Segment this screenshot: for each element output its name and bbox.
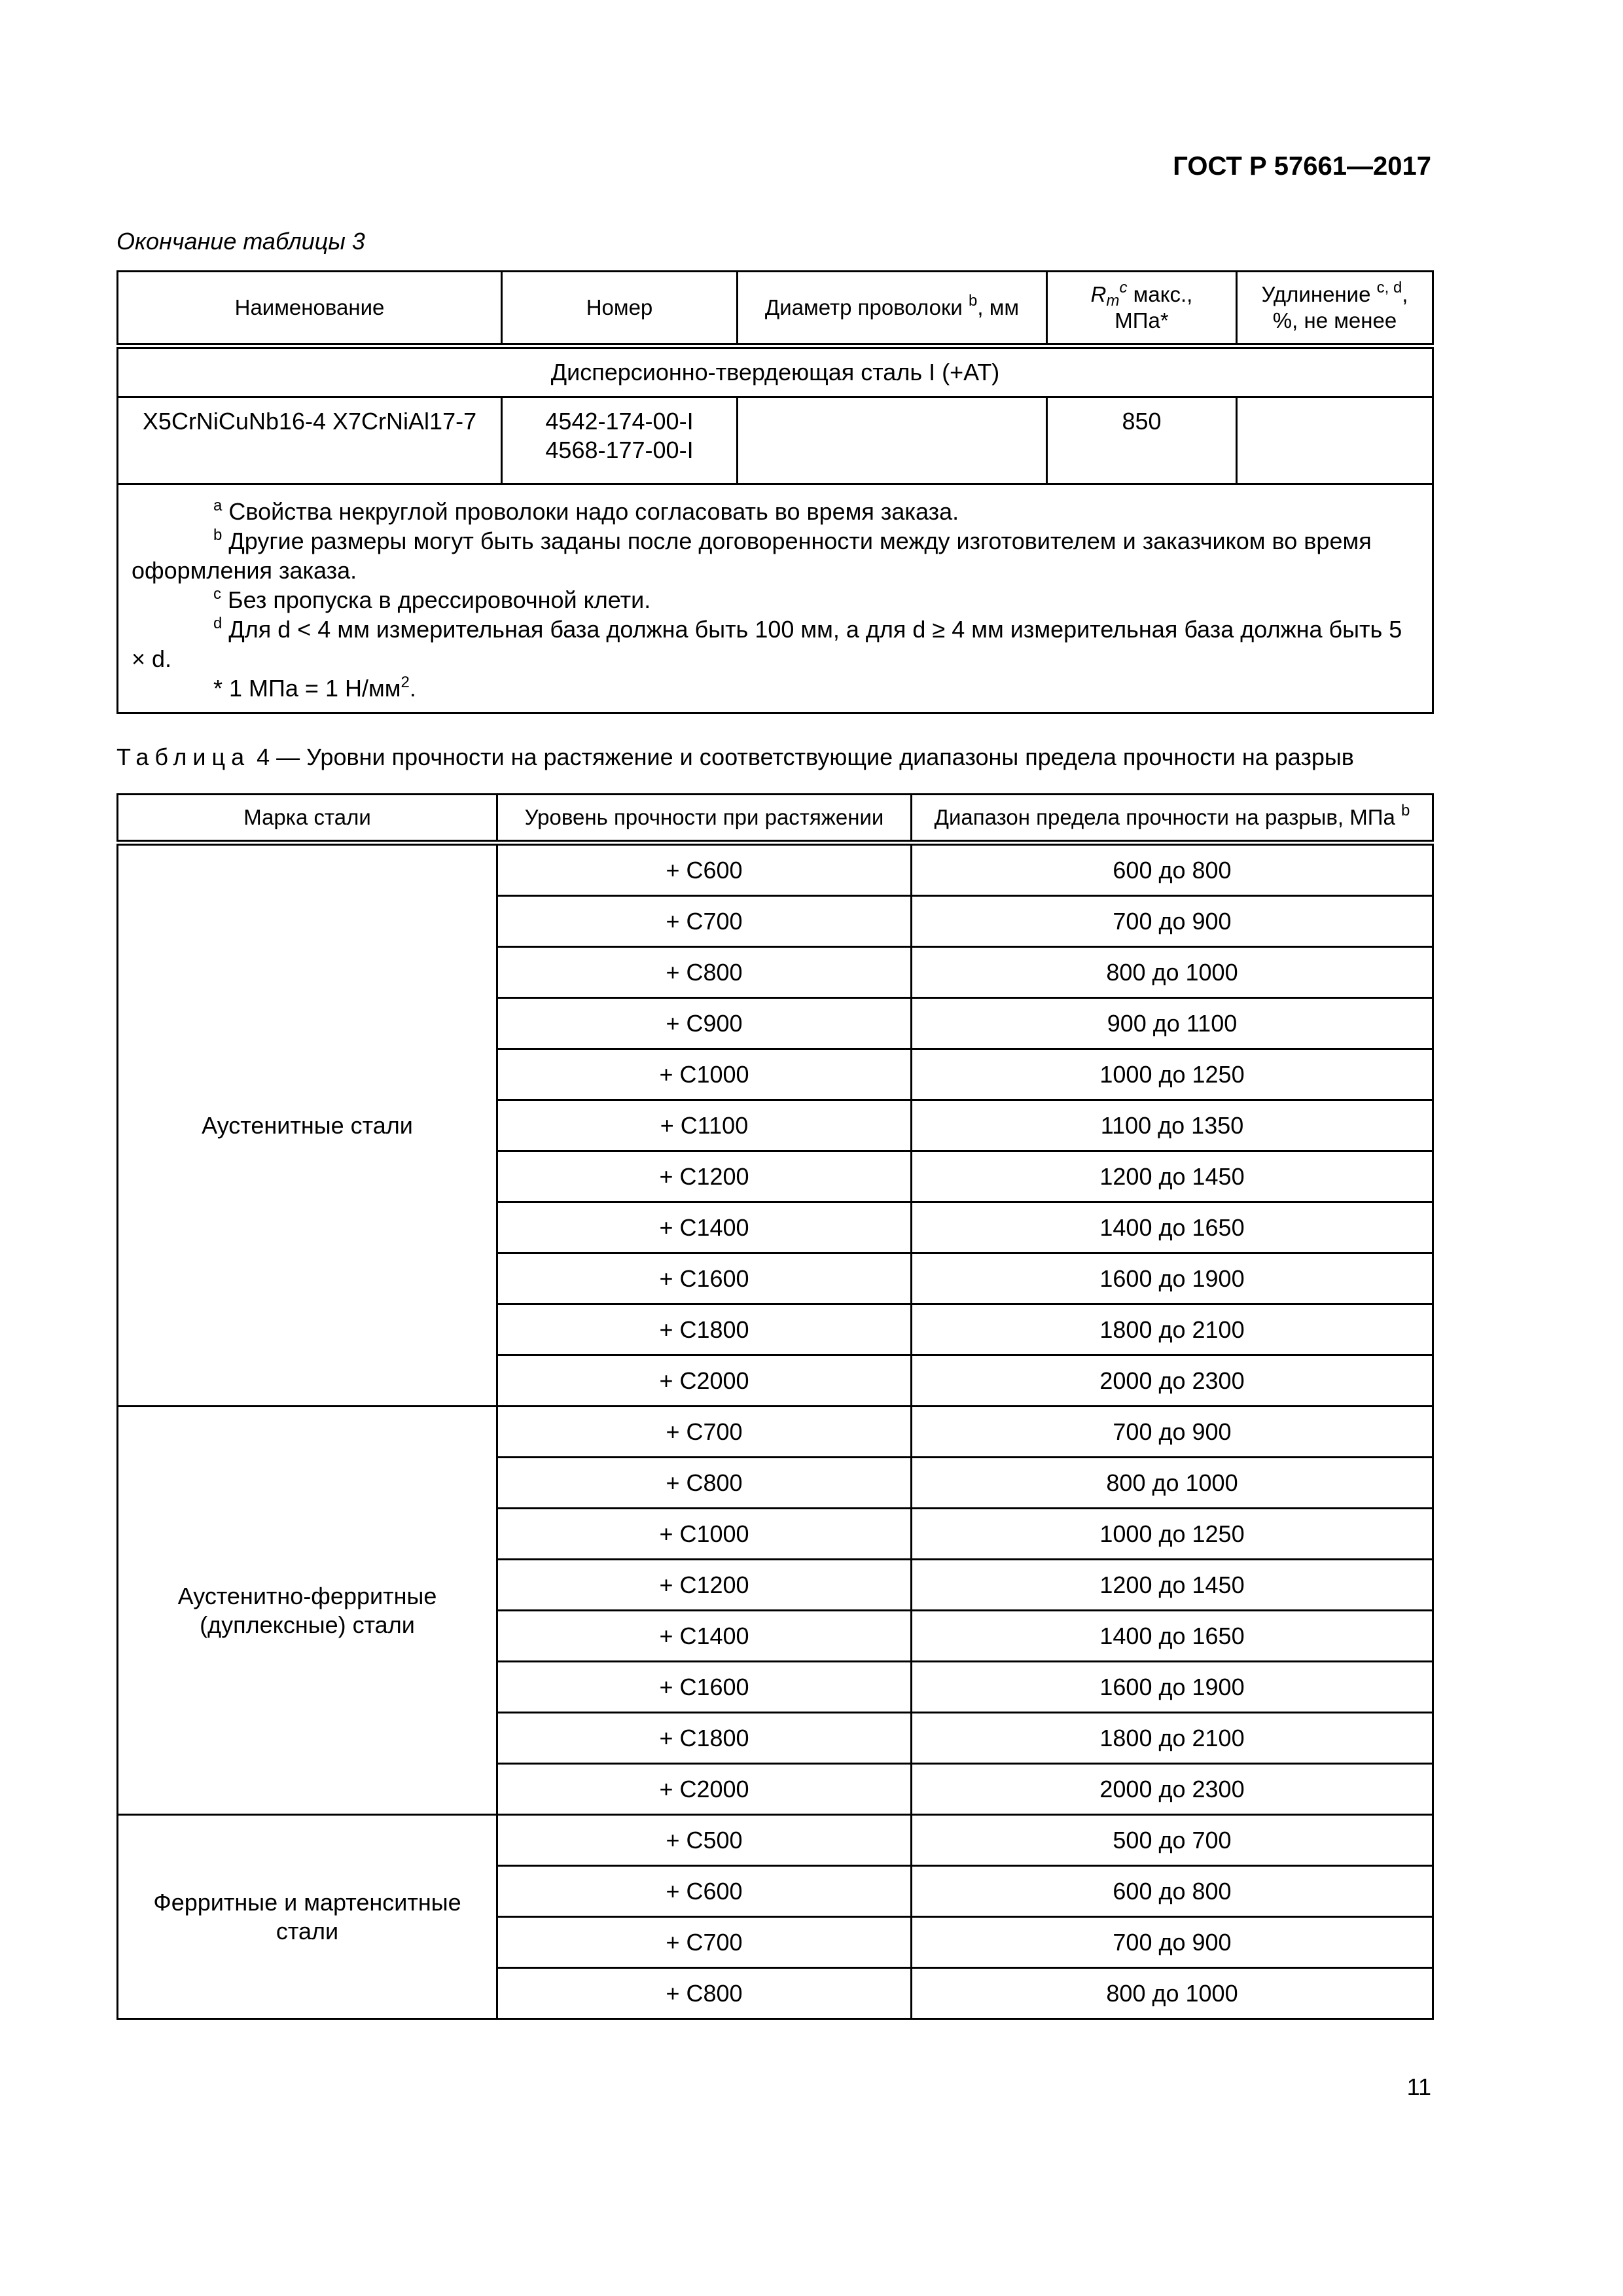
- cell-strength-level: + C900: [497, 998, 912, 1049]
- cell-strength-level: + C1800: [497, 1713, 912, 1764]
- cell-elongation: [1237, 397, 1433, 484]
- cell-strength-range: 800 до 1000: [912, 1458, 1433, 1509]
- cell-strength-range: 1600 до 1900: [912, 1662, 1433, 1713]
- cell-strength-range: 600 до 800: [912, 1866, 1433, 1917]
- cell-strength-range: 1800 до 2100: [912, 1713, 1433, 1764]
- cell-strength-level: + C1000: [497, 1049, 912, 1100]
- cell-name: X5CrNiCuNb16-4 X7CrNiAl17-7: [118, 397, 502, 484]
- cell-strength-level: + C1200: [497, 1560, 912, 1611]
- col-header-name: Наименование: [118, 272, 502, 346]
- standard-code: ГОСТ Р 57661—2017: [1173, 152, 1431, 181]
- col-header-diameter: Диаметр проволоки $^b$, мм: [738, 272, 1047, 346]
- cell-strength-level: + C1200: [497, 1151, 912, 1202]
- col-header-rm: $R_m^c$ макс., МПа*: [1047, 272, 1237, 346]
- cell-strength-level: + C600: [497, 1866, 912, 1917]
- cell-strength-level: + C1600: [497, 1662, 912, 1713]
- cell-strength-range: 900 до 1100: [912, 998, 1433, 1049]
- cell-strength-level: + C700: [497, 1917, 912, 1968]
- cell-strength-range: 500 до 700: [912, 1815, 1433, 1866]
- cell-strength-range: 700 до 900: [912, 1407, 1433, 1458]
- footnote-a: $^a$ Свойства некруглой проволоки надо согласовать во время заказа.: [213, 497, 959, 525]
- cell-diameter: [738, 397, 1047, 484]
- cell-strength-level: + C1600: [497, 1253, 912, 1304]
- cell-strength-level: + C1400: [497, 1202, 912, 1253]
- cell-strength-range: 1400 до 1650: [912, 1611, 1433, 1662]
- cell-strength-level: + C1100: [497, 1100, 912, 1151]
- cell-strength-range: 1000 до 1250: [912, 1509, 1433, 1560]
- table-row: [118, 397, 1433, 484]
- cell-rm: 850: [1047, 397, 1237, 484]
- cell-steel-grade: Аустенитные стали: [118, 843, 497, 1407]
- cell-strength-level: + C800: [497, 1458, 912, 1509]
- table3-notes: [118, 484, 1433, 713]
- cell-strength-range: 600 до 800: [912, 843, 1433, 896]
- cell-strength-level: + C700: [497, 896, 912, 947]
- cell-strength-range: 800 до 1000: [912, 947, 1433, 998]
- table-row: [118, 1815, 1433, 1866]
- table-4: [116, 793, 1434, 2020]
- table-row: [118, 1407, 1433, 1458]
- cell-strength-level: + C800: [497, 1968, 912, 2019]
- page-number: 11: [1406, 2073, 1431, 2100]
- table-row: [118, 843, 1433, 896]
- col-header-level: Уровень прочности при растяжении: [497, 795, 912, 843]
- cell-strength-range: 700 до 900: [912, 1917, 1433, 1968]
- cell-steel-grade: Аустенитно-ферритные (дуплексные) стали: [118, 1407, 497, 1815]
- col-header-grade: Марка стали: [118, 795, 497, 843]
- table4-header-row: [118, 795, 1433, 843]
- footnote-c: $^c$ Без пропуска в дрессировочной клети.: [213, 585, 651, 613]
- table3-group-heading: Дисперсионно-твердеющая сталь I (+АТ): [118, 346, 1433, 397]
- cell-strength-range: 800 до 1000: [912, 1968, 1433, 2019]
- cell-strength-range: 700 до 900: [912, 896, 1433, 947]
- cell-strength-level: + C2000: [497, 1764, 912, 1815]
- cell-strength-range: 1800 до 2100: [912, 1304, 1433, 1355]
- cell-strength-level: + C2000: [497, 1355, 912, 1407]
- col-header-elongation: Удлинение $^{c, d}$, %, не менее: [1237, 272, 1433, 346]
- col-header-range: Диапазон предела прочности на разрыв, МПа $^b$: [912, 795, 1433, 843]
- table3-header-row: [118, 272, 1433, 346]
- cell-number: 4542-174-00-I 4568-177-00-I: [502, 397, 738, 484]
- cell-strength-level: + C1400: [497, 1611, 912, 1662]
- cell-strength-range: 1100 до 1350: [912, 1100, 1433, 1151]
- cell-strength-range: 1200 до 1450: [912, 1560, 1433, 1611]
- cell-strength-level: + C1800: [497, 1304, 912, 1355]
- cell-strength-range: 1000 до 1250: [912, 1049, 1433, 1100]
- footnote-star: * 1 МПа = 1 $Н/мм^2$.: [213, 673, 416, 702]
- cell-strength-range: 2000 до 2300: [912, 1764, 1433, 1815]
- table4-title: Таблица 4 — Уровни прочности на растяжение и соответствующие диапазоны предела прочности на разрыв: [116, 744, 1354, 770]
- cell-strength-level: + C500: [497, 1815, 912, 1866]
- cell-strength-range: 1400 до 1650: [912, 1202, 1433, 1253]
- footnote-d: $^d$ Для d < 4 мм измерительная база должна быть 100 мм, а для d ≥ 4 мм измерительная база должна быть 5 × d.: [132, 615, 1402, 672]
- table-3: [116, 270, 1434, 714]
- cell-strength-level: + C800: [497, 947, 912, 998]
- cell-strength-level: + C700: [497, 1407, 912, 1458]
- table4-body: [118, 843, 1433, 2019]
- cell-strength-range: 2000 до 2300: [912, 1355, 1433, 1407]
- cell-strength-level: + C1000: [497, 1509, 912, 1560]
- col-header-number: Номер: [502, 272, 738, 346]
- cell-strength-range: 1600 до 1900: [912, 1253, 1433, 1304]
- cell-strength-level: + C600: [497, 843, 912, 896]
- table3-continuation-caption: Окончание таблицы 3: [116, 228, 365, 255]
- cell-strength-range: 1200 до 1450: [912, 1151, 1433, 1202]
- footnote-b: $^b$ Другие размеры могут быть заданы после договоренности между изготовителем и заказчиком во время оформления заказа.: [132, 526, 1372, 584]
- cell-steel-grade: Ферритные и мартенситные стали: [118, 1815, 497, 2019]
